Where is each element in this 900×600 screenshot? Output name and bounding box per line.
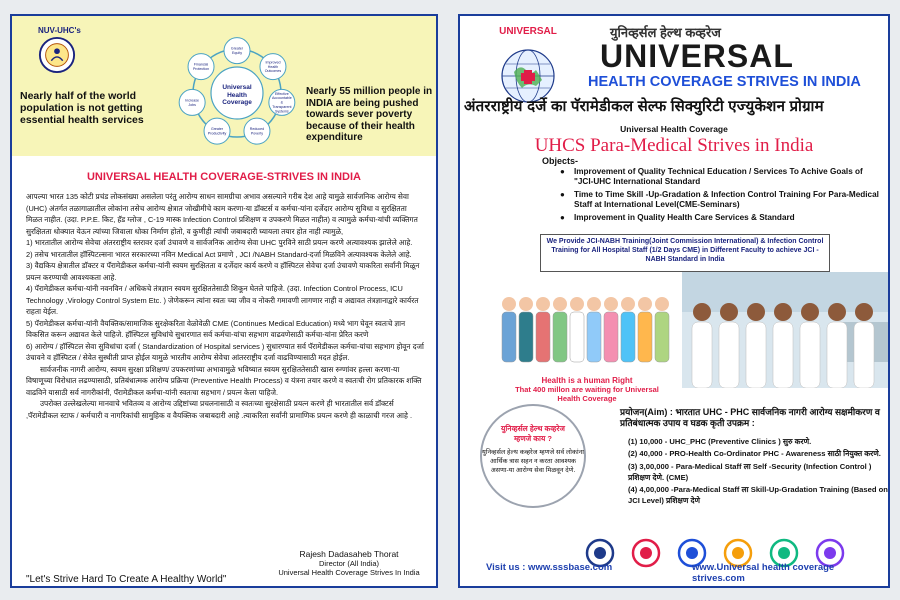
nurse-head [801, 303, 819, 321]
staff-figure [638, 312, 652, 362]
staff-figure [570, 312, 584, 362]
world-health-statement: Nearly half of the world population is not getting essential health services [20, 90, 144, 126]
step-item: (4) 4,00,000 -Para-Medical Staff ला Skill-Up-Gradation Training (Based on JCI Level) प्रशिक्षण देणे [628, 485, 888, 506]
objective-item: ● Improvement in Quality Health Care Services & Standard [560, 213, 880, 223]
partner-logo-mark [686, 547, 698, 559]
nurse-head [855, 303, 873, 321]
nurse-head [747, 303, 765, 321]
point-2: 2) तसेच भारतातील हॉस्पिटल्सना भारत सरकारच्या नविन Medical Act प्रमाणे , JCI /NABH Standard-दर्जा मिळविने अत्यावश्यक केलेले आहे. [26, 249, 412, 259]
nurses-photo [682, 272, 888, 388]
objectives-list [560, 167, 880, 227]
closing-paragraph-1: सार्वजनीक नागरी आरोग्य, स्वयम सुरक्षा प्रशिक्षण/ उपकरणांच्या अभावामुळे भविष्यात स्वयम सुरक्षिततेसाठी खास रुग्णांवर हल्ला करणा-या विषाणूच्या विरोधात लढण्यासाठी, प्रतिबंधात्मक आरोग्य प्रक्रिया (Preventive Health Process) व यंत्रना तयार करणे व स्वतःची रोग प्रतिकारक शक्ति वाढविने यासाठी सर्व नागरीकांनी, पॅरामेडीकल कर्मचा-यांनी स्वतःचा सहभाग / प्रयत्न केला पाहिजे. [26, 364, 422, 397]
right-page [458, 14, 890, 588]
nurse-figure [773, 322, 793, 388]
staff-head [638, 297, 652, 311]
medical-staff-illustration [492, 272, 680, 382]
partner-logo-mark [824, 547, 836, 559]
nurse-figure [854, 322, 874, 388]
india-poverty-statement: Nearly 55 million people in INDIA are being pushed towards sever poverty because of their health expenditure [306, 86, 433, 143]
right-header [460, 16, 888, 119]
signature-title: Director (All India) [318, 559, 379, 568]
bubble-body: युनिव्हर्सल हेल्थ कव्हरेज म्हणजे सर्व लोकांना आर्थिक त्रास सहन न करता आवश्यक असणा-या आरोग्य सेवा मिळवून देणे. [482, 449, 584, 474]
visit-link[interactable]: Visit us : www.sssbase.com [486, 562, 613, 573]
nuv-label: NUV-UHC's [38, 26, 81, 35]
point-5: 5) पॅरामेडीकल कर्मचा-यांनी वैयक्तिक/सामाजिक सुरक्षेकरिता वेळोवेळी CME (Continues Medical Education) मध्ये भाग घेवून स्वतःचे ज्ञान विकसित करून अद्यावत केले पाहिजे. हॉस्पिटल सुविधांचे सुधारणात सर्व कर्मचा-यांचा सहभाग वाढवणेसाठी कर्मचा-यांना प्रेरित करणे [26, 318, 406, 339]
nuv-uhc-emblem-icon [38, 36, 76, 74]
point-4: 4) पॅरामेडीकल कर्मचा-यांनी नवनविन / अधिकचे तंत्रज्ञान स्वयम सुरक्षिततेसाठी शिकून घेतले पाहिजे. (उदा. Infection Control Process, ICU Technology ,Virology Control System Etc. ) जेणेकरून त्यांना स्वतः च्या जीव व नोकरी गमावणी लागणार नाही व अद्यावत तंत्रज्ञानाद्वारे कार्यरत राहता येईल. [26, 284, 419, 316]
staff-head [536, 297, 550, 311]
closing-paragraph-2: उपरोक्त उल्लेखलेल्या मानवाचे भवितव्य व आरोग्य उद्दिष्टांच्या प्रचलनासाठी व स्वतःच्या सुरक्षेसाठी प्रयत्न करणे ही भारतातील सर्व डॉक्टर्स ,पॅरामेडीकल स्टाफ / कर्मचारी व नागरिकांची सामुहिक व वैयक्तिक जबाबदारी आहे .त्याकरिता सर्वांनी प्रामाणिक प्रयत्न करणे ही काळाची गरज आहे . [26, 399, 412, 420]
tagline: "Let's Strive Hard To Create A Healthy World" [26, 574, 227, 585]
staff-figure [655, 312, 669, 362]
left-top-panel [12, 16, 436, 156]
nurse-head [828, 303, 846, 321]
website-link[interactable]: www.Universal health coverage strives.com [692, 562, 835, 584]
nurse-head [720, 303, 738, 321]
cycle-node-label: Improved Health Outcomes [264, 60, 282, 74]
hindi-title: युनिव्हर्सल हेल्थ कव्हरेज [610, 25, 721, 40]
training-provide-box: We Provide JCI-NABH Training(Joint Commission International) & Infection Control Training for All Hospital Staff (1/2 Days CME) in Different Faculty to achieve JCI - NABH Standard in India [540, 234, 830, 272]
staff-figure [502, 312, 516, 362]
step-item: (3) 3,00,000 - Para-Medical Staff ला Self -Security (Infection Control ) प्रशिक्षण देणे. (CME) [628, 461, 872, 482]
nurse-figure [746, 322, 766, 388]
banner-line-1: Health is a human Right [541, 376, 633, 385]
staff-head [553, 297, 567, 311]
nurse-figure [692, 322, 712, 388]
cycle-node-label: Increase Jobs [185, 98, 200, 107]
partner-logo-mark [732, 547, 744, 559]
staff-figure [604, 312, 618, 362]
staff-head [570, 297, 584, 311]
aim-statement: प्रयोजन(Aim) : भारतात UHC - PHC सार्वजनिक नागरी आरोग्य सक्षमीकरण व प्रतिबंधात्मक उपाय व घडक कृती उपक्रम : [620, 407, 880, 428]
step-item: (2) 40,000 - PRO-Health Co-Ordinator PHC - Awareness साठी नियुक्त करणे. [628, 449, 881, 459]
cycle-node-label: Reduced Poverty [249, 127, 265, 136]
staff-head [587, 297, 601, 311]
left-section-title: UNIVERSAL HEALTH COVERAGE-STRIVES IN INDIA [86, 171, 361, 183]
staff-head [519, 297, 533, 311]
staff-figure [519, 312, 533, 362]
staff-figure [553, 312, 567, 362]
main-title: UHCS Para-Medical Strives in India [534, 135, 814, 156]
universal-heading: UNIVERSAL [600, 38, 794, 74]
signature-name: Rajesh Dadasaheb Thorat [299, 549, 399, 559]
staff-figure [587, 312, 601, 362]
step-item: (1) 10,000 - UHC_PHC (Preventive Clinics ) सुरु करणे. [628, 437, 812, 446]
strives-heading: HEALTH COVERAGE STRIVES IN INDIA [588, 74, 861, 90]
partner-logo-mark [594, 547, 606, 559]
cycle-center-label: Universal Health Coverage [222, 84, 252, 106]
what-is-uhc-bubble [480, 404, 586, 508]
steps-list [628, 436, 888, 508]
staff-head [502, 297, 516, 311]
objective-item: ● Improvement of Quality Technical Education / Services To Achive Goals of "JCI-UHC International Standard [560, 167, 880, 186]
logo-universal-text: UNIVERSAL [499, 26, 557, 37]
point-1: 1) भारतातील आरोग्य सेवेचा अंतरराष्ट्रीय स्तरावर दर्जा उंचावणे व सार्वजनिक आरोग्य सेवा UHC पुरविने साठी प्रयत्न करणे अत्यावश्यक झालेले आहे. [26, 238, 413, 247]
cycle-node-label: Effective Accountable & Transparent Systems [271, 91, 292, 114]
point-6: 6) आरोग्य / हॉस्पिटल सेवा सुविधांचा दर्जा ( Standardization of Hospital services ) सुधारण्यात सर्व पॅरामेडीकल कर्मचा-यांचा सहभाग होवून दर्जा उंचावने व हॉस्पिटल / सेवेत सुस्थीती प्राप्त होईल यामुळे भारतीय आरोग्य सेवेचा आंतरराष्ट्रीय दर्जा वाढविण्यासाठी मदत होईल. [26, 341, 424, 362]
objective-item: ● Time to Time Skill -Up-Gradation & Infection Control Training For Para-Medical Staff at International Level(CME-Seminars) [560, 190, 880, 209]
staff-head [604, 297, 618, 311]
staff-figure [536, 312, 550, 362]
human-right-banner [504, 376, 670, 403]
signature-org: Universal Health Coverage Strives In India [278, 568, 420, 577]
cycle-node-label: Financial Protection [192, 62, 210, 72]
program-headline: अंतरराष्ट्रीय दर्जे का पॅरामेडीकल सेल्फ सिक्युरिटी एज्युकेशन प्रोग्राम [464, 98, 824, 115]
signature-block [264, 550, 434, 577]
cycle-node-label: Greater Equity [230, 46, 244, 56]
banner-line-2: That 400 millon are waiting for Universal Health Coverage [515, 385, 659, 403]
subtitle-small: Universal Health Coverage [620, 124, 728, 134]
bubble-title-2: म्हणजे काय ? [513, 434, 553, 443]
staff-figure [621, 312, 635, 362]
partner-logo-mark [778, 547, 790, 559]
intro-paragraph: आपल्या भारत 135 कोटी प्रचंड लोकसंख्या असलेला परंतु आरोग्य साधन सामग्रीचा अभाव असल्याने गरीब देश आहे यामुळे सार्वजनिक आरोग्य सेवा (UHC) अंतर्गत तळागाळातील लोकांना तसेच आरोग्य क्षेत्रात जोखीमीचे काम करणा-या डॉक्टर्स व कर्मचा-यांना दर्जेदार आरोग्य सुविधा व सुरक्षितता मिळत नाहीत. (उदा. P.P.E. किट, हॅड ग्लोज , C-19 मास्क Infection Control प्रशिक्षण व उपकरणे मिळत नाहीत) व त्यामुळे कर्मचा-यांची व्यक्तिगत सुरक्षितता धोक्यात येऊन त्यांच्या जिवाला धोका निर्माण होतो, व कुणीही त्यांची जबाबदारी घ्यायला तयार होत नाही त्यामुळे, [26, 192, 418, 236]
left-page [10, 14, 438, 588]
nurse-figure [827, 322, 847, 388]
nurse-figure [719, 322, 739, 388]
point-3: 3) वैद्यकिय क्षेत्रातील डॉक्टर व पॅरामेडीकल कर्मचा-यांनी स्वयम सुरक्षितता व दर्जेदार कार्य करणे व हॉस्पिटल सेवेचा दर्जा उंचावणे याकरिता सर्वांनी मिळून प्रयत्न करण्याची आवश्यकता आहे. [26, 261, 420, 282]
staff-head [655, 297, 669, 311]
objects-label: Objects- [542, 156, 579, 166]
staff-head [621, 297, 635, 311]
cycle-node-label: Greater Productivity [207, 127, 227, 136]
bubble-title-1: युनिव्हर्सल हेल्थ कव्हरेज [501, 424, 565, 433]
left-body-text [26, 191, 424, 421]
nurse-head [693, 303, 711, 321]
nurse-head [774, 303, 792, 321]
partner-logo-mark [640, 547, 652, 559]
nurse-figure [800, 322, 820, 388]
